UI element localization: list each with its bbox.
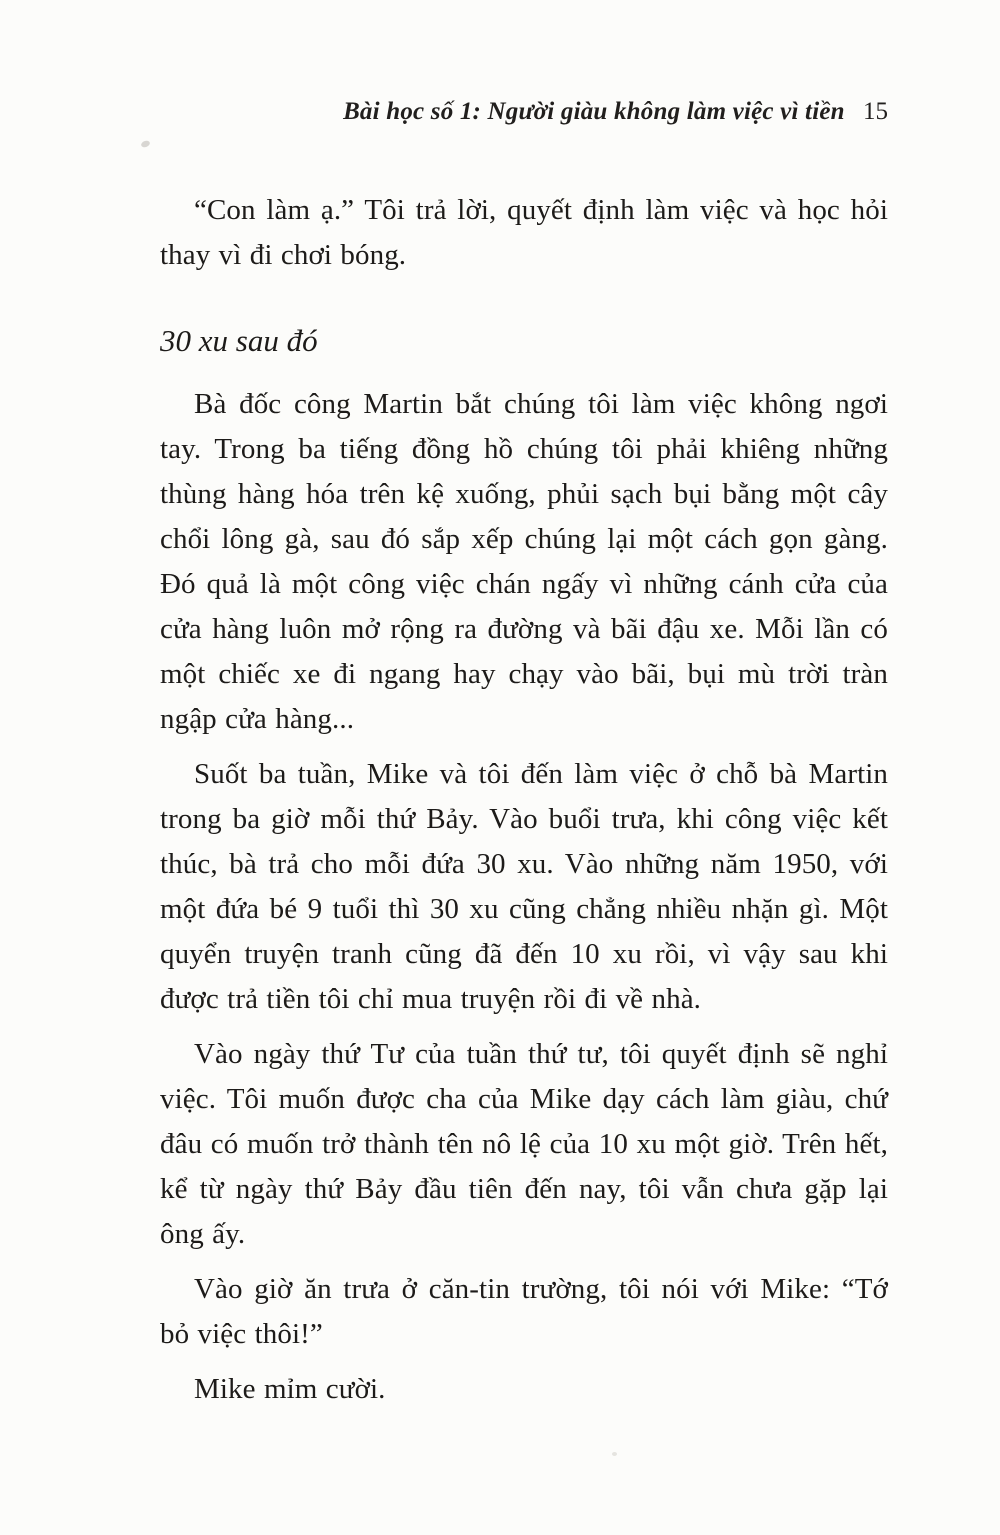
section-heading: 30 xu sau đó	[160, 323, 318, 358]
running-header	[160, 96, 888, 128]
page-body	[160, 188, 888, 1412]
scan-artifact	[612, 1452, 617, 1456]
page-number: 15	[863, 98, 888, 125]
paragraph-5: Vào giờ ăn trưa ở căn-tin trường, tôi nói với Mike: “Tớ bỏ việc thôi!”	[160, 1273, 888, 1350]
scan-artifact	[140, 140, 151, 149]
paragraph-1: “Con làm ạ.” Tôi trả lời, quyết định làm việc và học hỏi thay vì đi chơi bóng.	[160, 194, 888, 271]
paragraph-4: Vào ngày thứ Tư của tuần thứ tư, tôi quyết định sẽ nghỉ việc. Tôi muốn được cha của Mike dạy cách làm giàu, chứ đâu có muốn trở thành tên nô lệ của 10 xu một giờ. Trên hết, kể từ ngày thứ Bảy đầu tiên đến nay, tôi vẫn chưa gặp lại ông ấy.	[160, 1038, 888, 1250]
paragraph-3: Suốt ba tuần, Mike và tôi đến làm việc ở chỗ bà Martin trong ba giờ mỗi thứ Bảy. Vào buổi trưa, khi công việc kết thúc, bà trả cho mỗi đứa 30 xu. Vào những năm 1950, với một đứa bé 9 tuổi thì 30 xu cũng chẳng nhiều nhặn gì. Một quyển truyện tranh cũng đã đến 10 xu rồi, vì vậy sau khi được trả tiền tôi chỉ mua truyện rồi đi về nhà.	[160, 758, 888, 1015]
paragraph-2: Bà đốc công Martin bắt chúng tôi làm việc không ngơi tay. Trong ba tiếng đồng hồ chúng tôi phải khiêng những thùng hàng hóa trên kệ xuống, phủi sạch bụi bằng một cây chổi lông gà, sau đó sắp xếp chúng lại một cách gọn gàng. Đó quả là một công việc chán ngấy vì những cánh cửa của cửa hàng luôn mở rộng ra đường và bãi đậu xe. Mỗi lần có một chiếc xe đi ngang hay chạy vào bãi, bụi mù trời tràn ngập cửa hàng...	[160, 388, 888, 735]
chapter-title: Bài học số 1: Người giàu không làm việc vì tiền	[343, 98, 845, 125]
paragraph-6: Mike mỉm cười.	[194, 1373, 386, 1405]
